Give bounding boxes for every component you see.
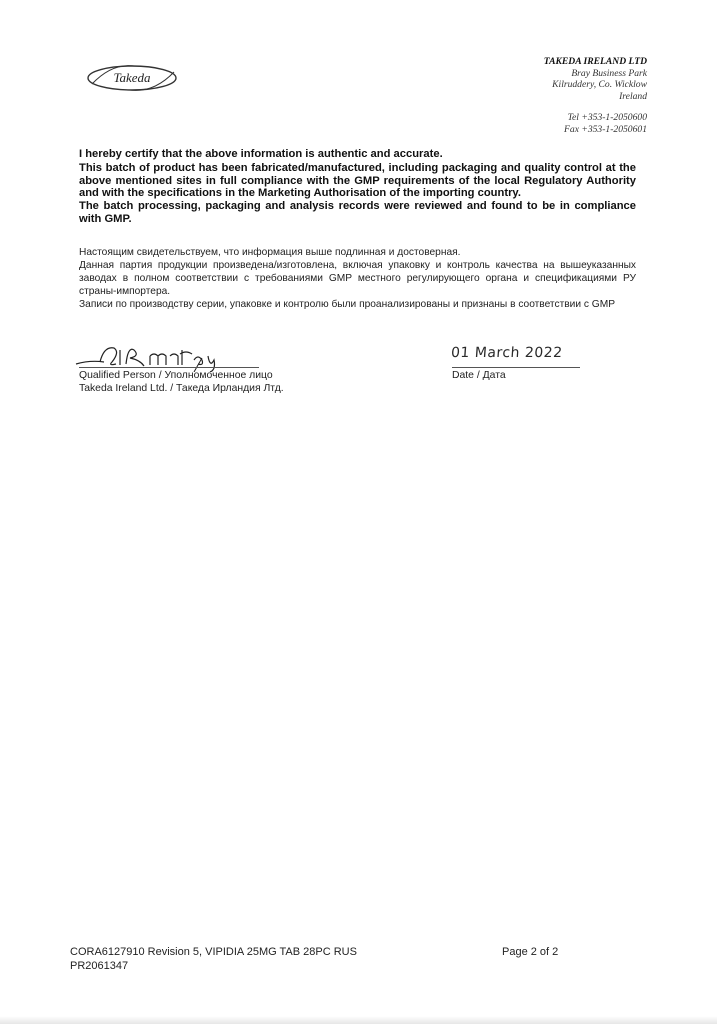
cert-ru-statement-2: Данная партия продукции произведена/изготовлена, включая упаковку и контроль качества на вышеуказанных заводах в полном соответствии с требованиями GMP местного регулирующего органа и спецификациями РУ страны-импортера. — [79, 259, 636, 297]
cert-ru-statement-1: Настоящим свидетельствуем, что информация выше подлинная и достоверная. — [79, 247, 461, 258]
scan-bottom-edge — [0, 1016, 717, 1024]
document-reference: CORA6127910 Revision 5, VIPIDIA 25MG TAB 28PC RUS — [70, 946, 357, 958]
date-label: Date / Дата — [452, 370, 506, 381]
footer-document-reference — [70, 945, 357, 973]
certification-russian — [79, 247, 636, 312]
logo-wordmark: Takeda — [113, 70, 151, 85]
telephone: Tel +353-1-2050600 — [567, 112, 647, 124]
cert-en-statement-1: I hereby certify that the above information is authentic and accurate. — [79, 148, 443, 160]
handwritten-date: 01 March 2022 — [450, 345, 564, 361]
pr-number: PR2061347 — [70, 960, 129, 972]
address-line-2: Kilruddery, Co. Wicklow — [552, 79, 647, 91]
signature-line — [79, 367, 259, 368]
company-address-block — [417, 56, 647, 136]
certification-english — [79, 148, 636, 226]
signatory-organisation: Takeda Ireland Ltd. / Такеда Ирландия Лтд. — [79, 383, 284, 395]
cert-ru-statement-3: Записи по производству серии, упаковке и контролю были проанализированы и признаны в соответствии с GMP — [79, 298, 616, 310]
cert-en-statement-3: The batch processing, packaging and analysis records were reviewed and found to be in compliance with GMP. — [79, 200, 636, 225]
address-line-3: Ireland — [619, 90, 647, 102]
date-line — [452, 367, 580, 368]
takeda-logo — [82, 58, 182, 98]
fax: Fax +353-1-2050601 — [564, 123, 647, 135]
address-line-1: Bray Business Park — [571, 67, 647, 79]
page-number: Page 2 of 2 — [502, 946, 559, 958]
signatory-role: Qualified Person / Уполномоченное лицо — [79, 370, 273, 381]
cert-en-statement-2: This batch of product has been fabricated/manufactured, including packaging and quality control at the above mentioned sites in full compliance with the GMP requirements of the local Regulatory Authority and with the specifications in the Marketing Authorisation of the importing country. — [79, 161, 636, 200]
company-name: TAKEDA IRELAND LTD — [543, 56, 647, 67]
signatory-block — [79, 369, 284, 396]
takeda-logo-mark — [82, 58, 182, 98]
